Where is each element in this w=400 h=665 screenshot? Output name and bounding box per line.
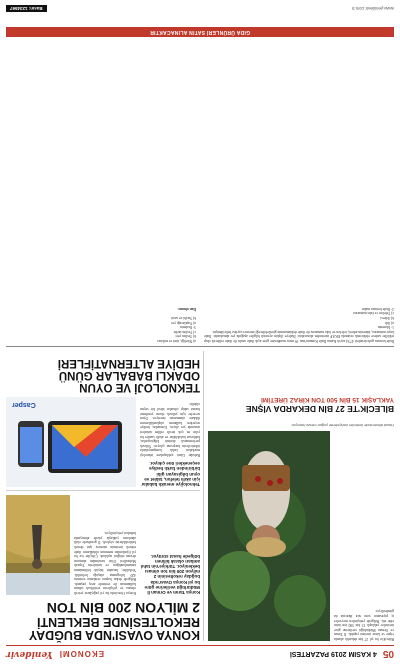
wheat-headline-1: KONYA OVASI'NDA BUĞDAY <box>28 628 200 642</box>
footer-right: Basın: 1234567 <box>6 6 47 13</box>
notice-item-1: 1- İdarenin <box>377 325 394 330</box>
notice-item-10: a) Yapılacağı yer <box>171 320 196 325</box>
cherry-headline-block <box>208 395 394 413</box>
tender-notice <box>6 18 394 343</box>
notice-item-9: 3- İhalenin <box>179 325 196 330</box>
wheat-lead <box>140 553 200 595</box>
notice-footer: İlan olunur. <box>177 307 196 312</box>
tech-body-text: Babalar Günü yaklaşırken teknoloji markaları farklı kampanyalarla tüketicilerin karşısına çıkıyor. Yüksek performanslı dizüstü bilgisayarlar, kablosuz kulaklıklar ve akıllı saatler bu yılın en çok tercih edilen ürünleri arasında yer alıyor. Uzmanlar, hediye seçerken kullanım alışkanlıklarının dikkate alınmasını öneriyor. Oyun severler için yüksek ekran yenileme hızına sahip cihazlar ideal bir seçim olabilir. <box>140 402 200 457</box>
notice-item-7: b) Teslim yeri <box>175 334 196 339</box>
notice-item-8: c) Teslim tarihi <box>173 329 196 334</box>
tech-headline-2: ODAKLI BABALAR GÜNÜ <box>58 368 200 381</box>
newspaper-logo: Yenidevir <box>6 649 53 659</box>
tablet-product-photo <box>6 397 136 487</box>
header-rule <box>6 645 394 646</box>
page-number: 05 <box>382 648 394 660</box>
notice-item-5: 2- İhale konusu malın <box>361 306 394 311</box>
wheat-headline-2: REKOLTESİNDE BEKLENTİ <box>37 614 200 629</box>
divider-1 <box>6 490 200 491</box>
notice-body <box>6 43 394 343</box>
tech-headline <box>6 357 200 393</box>
wheat-body-text: Konya Ovası'nda bu yıl yağışların yeterli olması ve çiftçilerin sertifikalı tohum kullanması ile verimde artış yaşandı. Bölgede dekar başına ortalama verimin 420 kilograma ulaştığı belirtildi. Yetkililer, hasadın büyük bölümünün tamamlandığını ve ürünlerin Toprak Mahsulleri Ofisi tarafından alımının devam ettiğini açıkladı. Çiftçiler ise bu yıl fiyatlardan memnun olduklarını ifade ederek üretimin sürmesi için destek beklediklerini söyledi. İl genelinde ekili alanların yaklaşık yüzde altmışında hububat yetiştiriliyor. <box>74 531 136 595</box>
wheat-body-col1 <box>74 531 136 595</box>
wheat-headline-3: 2 MİLYON 200 BİN TON <box>46 599 200 616</box>
wheat-story <box>6 600 200 641</box>
footer-left: www.yenidevir.com.tr <box>351 6 394 12</box>
wheat-field-photo <box>6 495 70 595</box>
notice-intro: İhale konusu gıda ürünleri 4734 sayılı Kamu İhale Kanunu'nun 19 uncu maddesine göre açık ihale usulü ile ihale edilecek olup teklifler sadece elektronik ortamda EKAP üzerinden alınacaktır. İhaleye ilişkin ayrıntılı bilgiler aşağıda yer almaktadır. İhale kayıt numarası, idarenin adresi, telefon ve faks numarası ile ihale dokümanının görülebileceği internet sayfası belirtilmiştir. <box>204 329 394 343</box>
cherry-photo-caption: Hasat döneminde üreticiler bahçelerde yoğun mesai harcıyor. <box>290 423 394 427</box>
notice-item-2: a) Adı <box>384 320 394 325</box>
wheat-lead-text: Konya Tarım ve Orman İl Müdürlüğü verilerine göre bu yıl Konya Ovası'nda buğday rekoltesinin 2 milyon 200 bin ton olması bekleniyor. Türkiye'nin tahıl ambarı olarak bilinen bölgede hasat sürüyor. <box>140 553 200 595</box>
cherry-body-text: Bilecik'te bu yıl 27 bin dekarlık alanda vişne ve kiraz üretimi yapıldı. İl Tarım ve Orman Müdürlüğü verilerine göre üreticiler yaklaşık 15 bin 500 ton ürün elde etti. Bölgede yetiştirilen meyveler iç piyasanın yanı sıra ihracata da gönderiliyor. <box>334 609 394 641</box>
notice-item-11: b) Tarihi ve saati <box>171 316 196 321</box>
notice-item-4: c) Telefon ve faks numarası <box>353 311 394 316</box>
tech-headline-1: TEKNOLOJİ VE OYUN <box>79 381 200 393</box>
tech-headline-3: HEDİYE ALTERNATİFLERİ <box>57 356 200 369</box>
page-header <box>6 648 394 660</box>
cherry-subhead: YAKLAŞIK 15 BİN 500 TON KİRAZ ÜRETİMİ <box>261 396 394 404</box>
notice-title: GIDA ÜRÜNLERİ SATIN ALINACAKTIR <box>6 27 394 37</box>
cherry-caption <box>208 423 394 427</box>
page-footer <box>6 5 394 13</box>
section-name: EKONOMİ <box>58 649 104 659</box>
tech-lead-text: Teknolojiye meraklı babalar için akıllı telefon, tablet ve oyun bilgisayarı gibi birbirinden farklı hediye seçenekleri öne çıkıyor. <box>141 461 200 487</box>
page-date: 4 KASIM 2019 PAZARTESİ <box>289 650 377 658</box>
column-divider <box>203 351 204 641</box>
notice-item-6: a) Niteliği, türü ve miktarı <box>157 339 196 343</box>
brand-logo: Casper <box>12 401 36 408</box>
notice-item-3: b) Adresi <box>380 316 394 321</box>
divider-notice <box>6 346 394 347</box>
cherry-headline: BİLECİK'TE 27 BİN DEKARDA VİŞNE <box>245 404 394 414</box>
tech-lead <box>140 402 200 487</box>
cherry-harvest-photo <box>208 431 330 641</box>
cherry-body-col <box>334 609 394 641</box>
